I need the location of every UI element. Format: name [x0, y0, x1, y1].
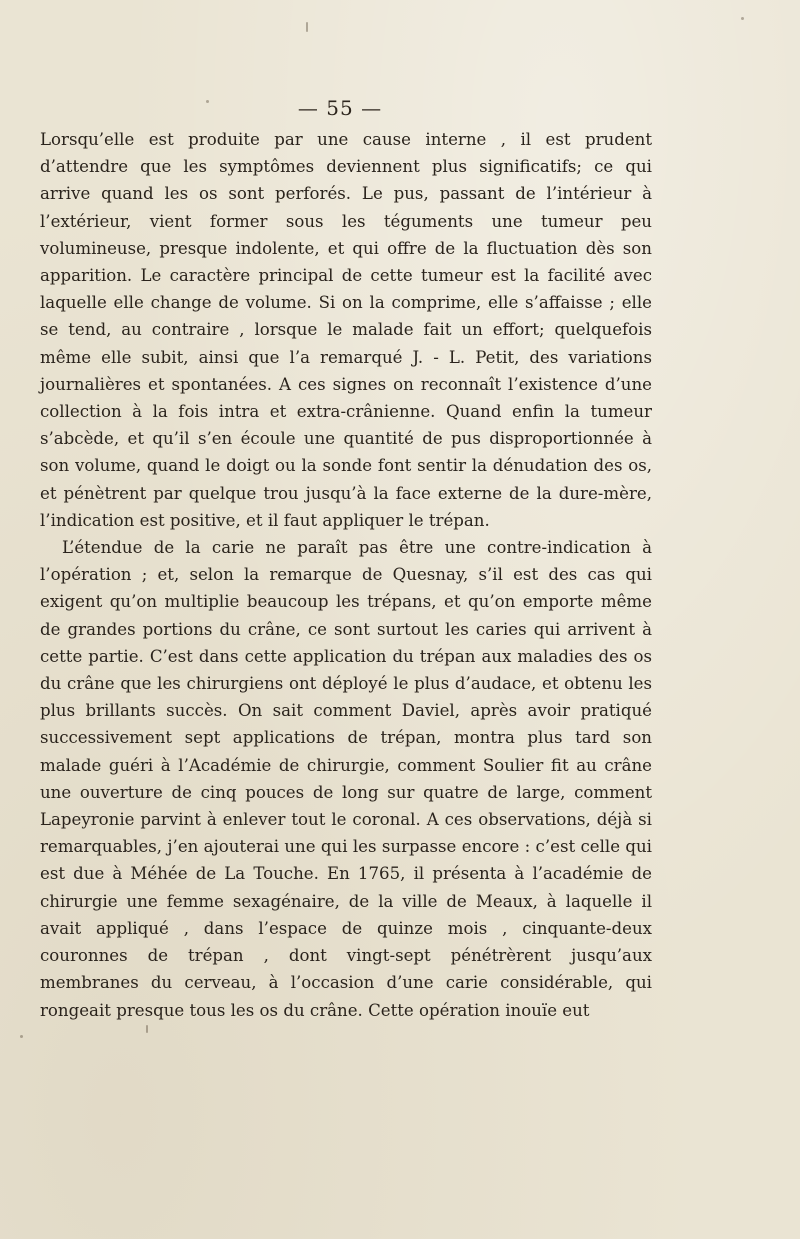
paragraph-2: L’étendue de la carie ne paraît pas être une contre-indication à l’opération ; et, selon la remarque de Quesnay, s’il est des cas qui exigent qu’on multiplie beaucoup les trépans, et qu’on emporte même de grandes portions du crâne, ce sont surtout les caries qui arrivent à cette partie. C’est dans cette application du trépan aux maladies des os du crâne que les chirurgiens ont déployé le plus d’audace, et obtenu les plus brillants succès. On sait comment Daviel, après avoir pratiqué successivement sept applications de trépan, montra plus tard son malade guéri à l’Académie de chirurgie, comment Soulier fit au crâne une ouverture de cinq pouces de long sur quatre de large, comment Lapeyronie parvint à enlever tout le coronal. A ces observations, déjà si remarquables, j’en ajouterai une qui les surpasse encore : c’est celle qui est due à Méhée de La Touche. En 1765, il présenta à l’académie de chirurgie une femme sexagénaire, de la ville de Meaux, à laquelle il avait appliqué , dans l’espace de quinze mois , cinquante-deux couronnes de trépan , dont vingt-sept pénétrèrent jusqu’aux membranes du cerveau, à l’occasion d’une carie considérable, qui rongeait presque tous les os du crâne. Cette opération inouïe eut	[40, 538, 652, 1020]
body-text	[40, 126, 652, 1024]
paper-speck	[20, 1035, 23, 1038]
paragraph-1: Lorsqu’elle est produite par une cause interne , il est prudent d’attendre que les symptômes deviennent plus significatifs; ce qui arrive quand les os sont perforés. Le pus, passant de l’intérieur à l’extérieur, vient former sous les téguments une tumeur peu volumineuse, presque indolente, et qui offre de la fluctuation dès son apparition. Le caractère principal de cette tumeur est la facilité avec laquelle elle change de volume. Si on la comprime, elle s’affaisse ; elle se tend, au contraire , lorsque le malade fait un effort; quelquefois même elle subit, ainsi que l’a remarqué J. - L. Petit, des variations journalières et spontanées. A ces signes on reconnaît l’existence d’une collection à la fois intra et extra-crânienne. Quand enfin la tumeur s’abcède, et qu’il s’en écoule une quantité de pus disproportionnée à son volume, quand le doigt ou la sonde font sentir la dénudation des os, et pénètrent par quelque trou jusqu’à la face externe de la dure-mère, l’indication est positive, et il faut appliquer le trépan.	[40, 130, 652, 530]
page-number: — 55 —	[297, 96, 383, 120]
paper-speck	[306, 22, 308, 32]
paper-speck	[741, 17, 744, 20]
paper-speck	[146, 1025, 148, 1033]
paper-speck	[206, 100, 209, 103]
